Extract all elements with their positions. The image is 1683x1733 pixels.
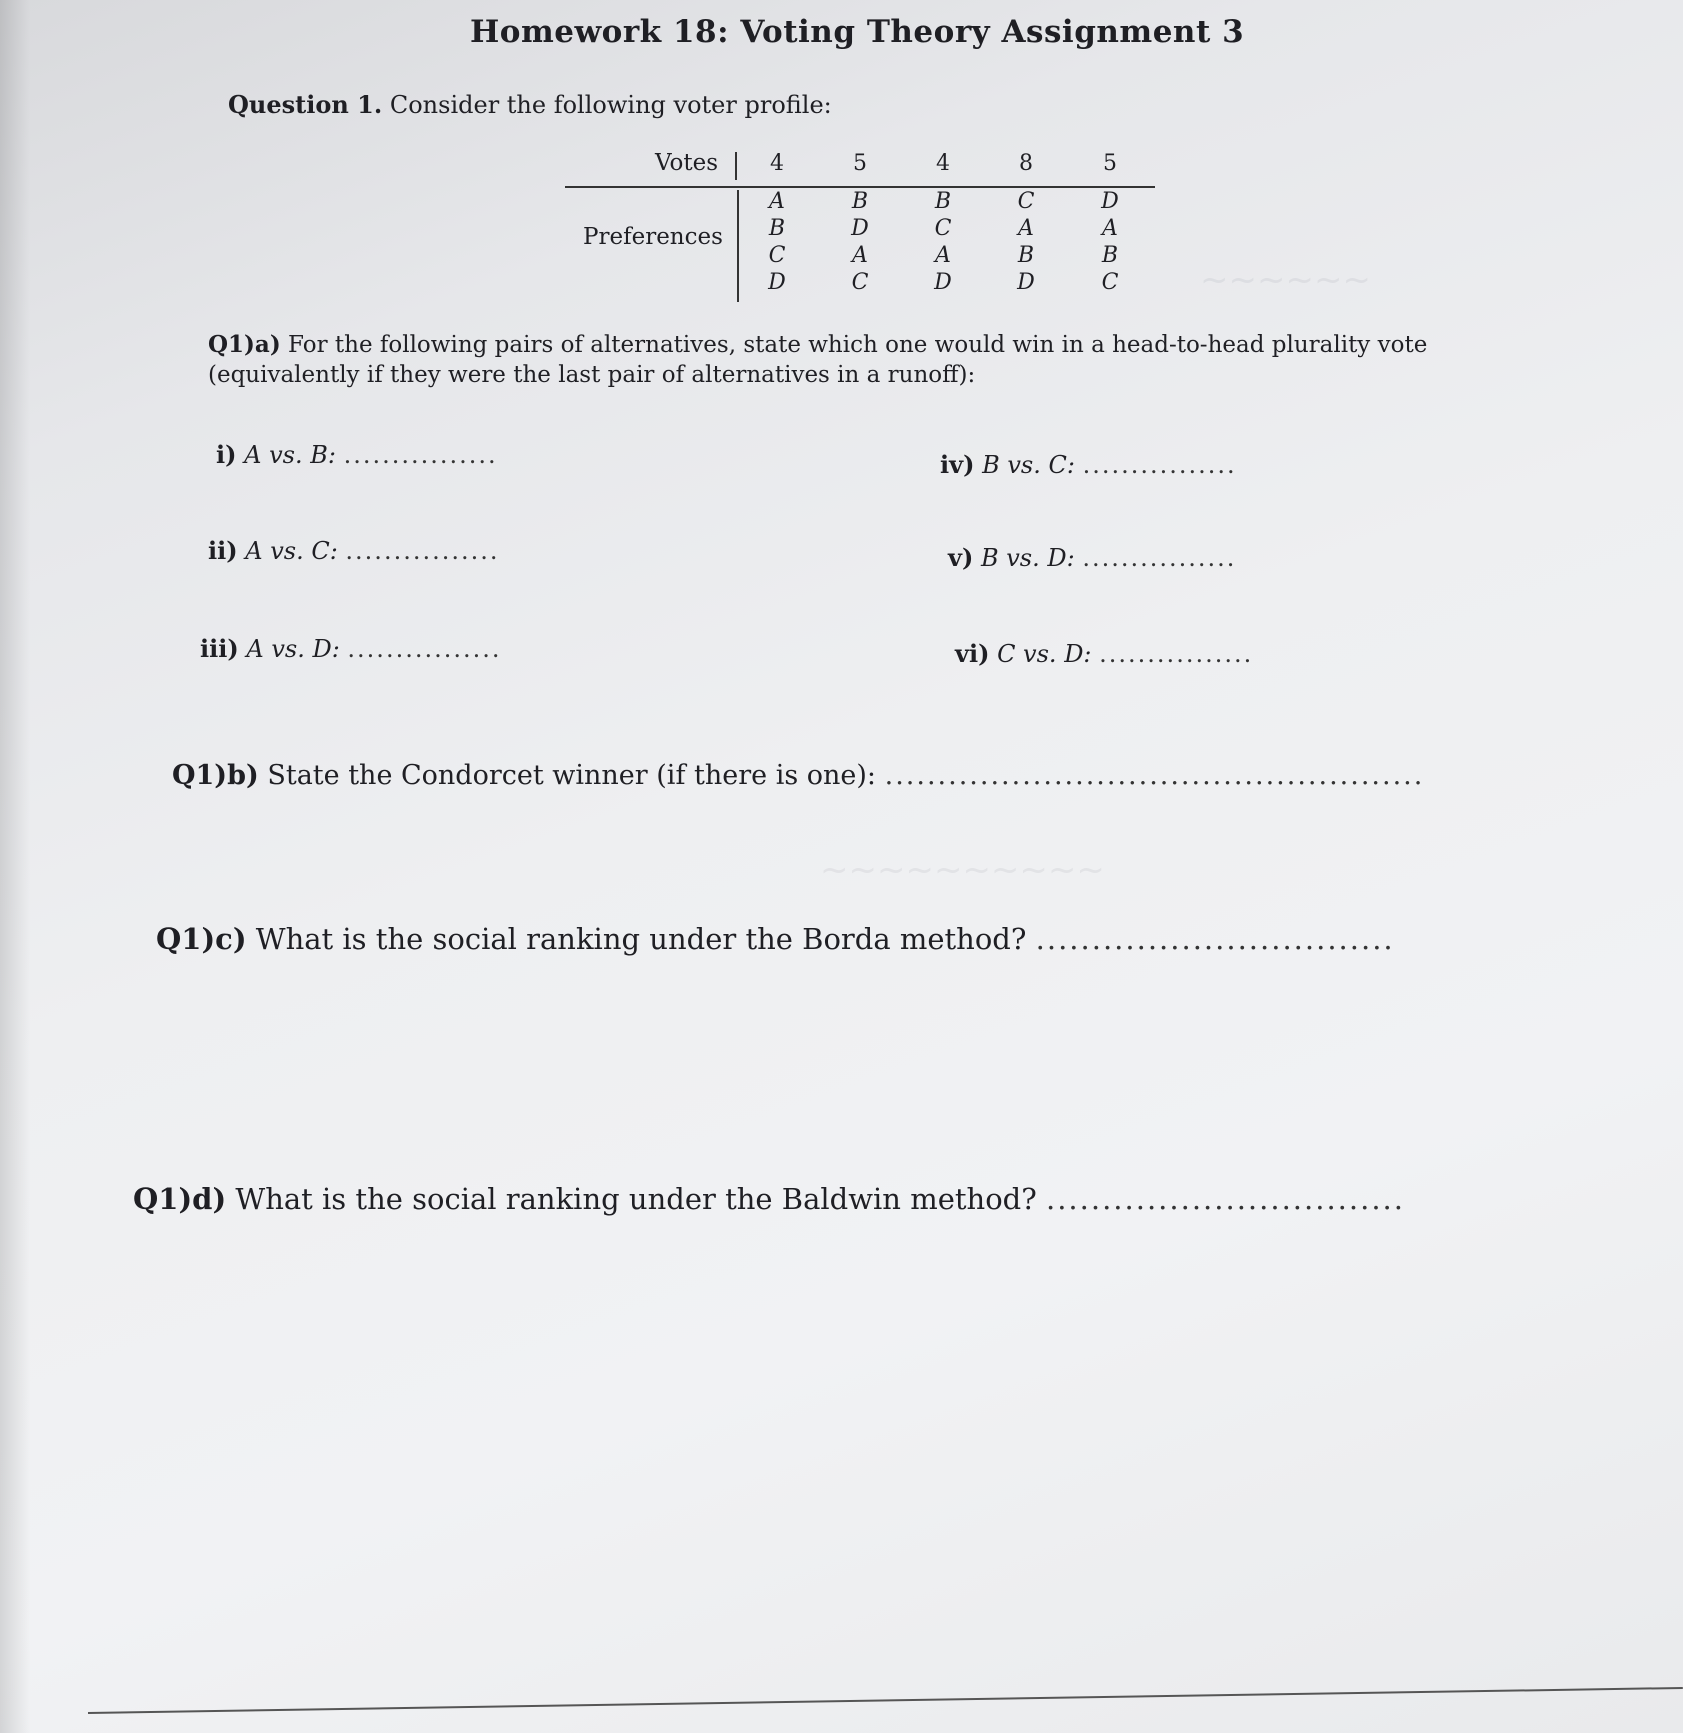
pair-number: vi) xyxy=(955,639,990,668)
preference-rank-1: B xyxy=(934,189,952,214)
bleed-through-mark: ~~~~~~ xyxy=(1200,260,1371,300)
q1b-text: State the Condorcet winner (if there is one): xyxy=(267,760,877,791)
pair-item xyxy=(200,634,501,663)
page-shadow xyxy=(0,0,30,1733)
vote-count: 4 xyxy=(936,151,950,176)
answer-blank[interactable]: ................ xyxy=(345,537,500,565)
vote-count: 8 xyxy=(1019,151,1033,176)
table-column xyxy=(1006,148,1046,296)
pair-text: B vs. C: xyxy=(982,451,1075,479)
table-divider xyxy=(735,152,737,180)
preference-rank-1: B xyxy=(851,189,869,214)
pair-text: B vs. D: xyxy=(980,544,1075,572)
vote-count: 5 xyxy=(1103,151,1117,176)
pair-text: A vs. B: xyxy=(244,441,336,469)
footer-rule xyxy=(88,1687,1683,1714)
pair-number: iii) xyxy=(200,634,239,663)
q1c-label: Q1)c) xyxy=(156,922,247,956)
q1a-text: For the following pairs of alternatives, state which one would win in a head-to-head plurality vote (equivalently if they were the last pair of alternatives in a runoff): xyxy=(208,332,1428,388)
preference-rank-2: A xyxy=(1102,216,1118,241)
preference-rank-4: C xyxy=(1101,270,1119,295)
vote-count: 4 xyxy=(770,151,784,176)
preference-rank-3: B xyxy=(1101,243,1119,268)
q1c-text: What is the social ranking under the Borda method? xyxy=(255,922,1027,956)
pair-item xyxy=(940,450,1237,479)
q1a-label: Q1)a) xyxy=(208,331,281,358)
preference-rank-1: A xyxy=(769,189,785,214)
preference-rank-2: D xyxy=(851,216,869,241)
question-1-text: Consider the following voter profile: xyxy=(389,91,832,119)
pair-number: v) xyxy=(948,543,974,572)
table-column xyxy=(840,148,880,296)
q1b-prompt xyxy=(172,760,1424,791)
pair-text: A vs. C: xyxy=(245,537,338,565)
preference-rank-2: A xyxy=(1018,216,1034,241)
table-column xyxy=(923,148,963,296)
voter-profile-table xyxy=(565,148,1165,308)
pair-number: iv) xyxy=(940,450,975,479)
preference-rank-2: B xyxy=(768,216,786,241)
preference-rank-4: D xyxy=(768,270,786,295)
pair-number: i) xyxy=(216,440,237,469)
q1d-text: What is the social ranking under the Baldwin method? xyxy=(235,1182,1037,1216)
answer-blank[interactable]: ................................ xyxy=(1035,922,1395,956)
preference-rank-1: C xyxy=(1017,189,1035,214)
preference-rank-2: C xyxy=(934,216,952,241)
answer-blank[interactable]: ................ xyxy=(1082,544,1237,572)
answer-blank[interactable]: ................................ xyxy=(1046,1182,1405,1216)
preference-rank-4: D xyxy=(1017,270,1035,295)
answer-blank[interactable]: ................ xyxy=(1099,640,1254,668)
pair-item xyxy=(216,440,498,469)
pair-text: A vs. D: xyxy=(246,635,340,663)
table-divider xyxy=(737,190,739,302)
question-1-label: Question 1. xyxy=(228,90,383,119)
q1d-label: Q1)d) xyxy=(133,1182,227,1216)
preference-rank-3: B xyxy=(1017,243,1035,268)
vote-count: 5 xyxy=(853,151,867,176)
question-1-heading xyxy=(228,90,832,119)
table-column xyxy=(1090,148,1130,296)
q1c-prompt xyxy=(156,922,1395,956)
pair-text: C vs. D: xyxy=(997,640,1092,668)
table-column xyxy=(757,148,797,296)
bleed-through-mark: ~~~~~~~~~~ xyxy=(820,850,1105,890)
answer-blank[interactable]: ................ xyxy=(1082,451,1237,479)
preference-rank-4: D xyxy=(934,270,952,295)
pair-item xyxy=(955,639,1253,668)
q1a-prompt xyxy=(208,330,1508,390)
pair-item xyxy=(948,543,1236,572)
preference-rank-3: C xyxy=(768,243,786,268)
q1d-prompt xyxy=(133,1182,1405,1216)
preference-rank-1: D xyxy=(1101,189,1119,214)
preferences-header: Preferences xyxy=(583,224,723,250)
page-title: Homework 18: Voting Theory Assignment 3 xyxy=(470,14,1245,50)
preference-rank-3: A xyxy=(935,243,951,268)
preference-rank-4: C xyxy=(851,270,869,295)
q1b-label: Q1)b) xyxy=(172,760,259,791)
answer-blank[interactable]: ................................................... xyxy=(884,760,1425,791)
preference-rank-3: A xyxy=(852,243,868,268)
answer-blank[interactable]: ................ xyxy=(343,441,498,469)
pair-number: ii) xyxy=(208,536,238,565)
pair-item xyxy=(208,536,499,565)
votes-header: Votes xyxy=(655,150,719,176)
answer-blank[interactable]: ................ xyxy=(347,635,502,663)
